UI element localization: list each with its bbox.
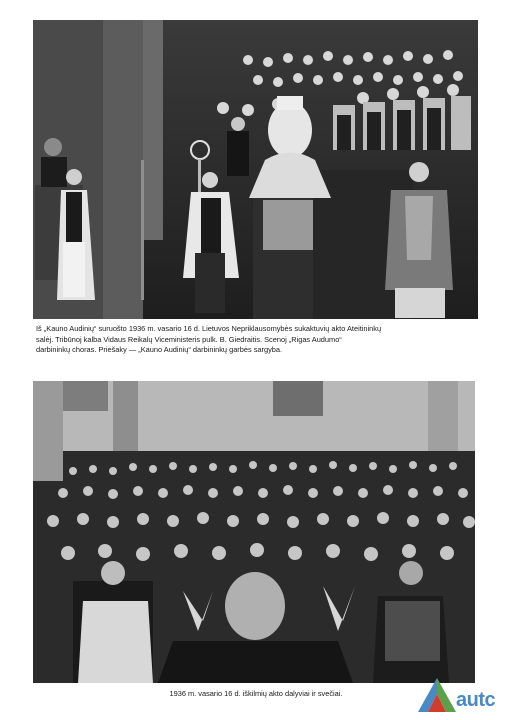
- autc-logo-icon: [416, 676, 458, 716]
- caption-ceremony-stage: [36, 324, 476, 356]
- caption-ceremony-audience: 1936 m. vasario 16 d. iškilmių akto dalyviai ir svečiai.: [169, 689, 343, 698]
- caption-top-line-2: salėj. Tribūnoj kalba Vidaus Reikalų Viceministeris pulk. B. Giedraitis. Scenoj „Rigas Audumo“: [36, 334, 342, 344]
- autc-logo-text: autc: [456, 689, 496, 711]
- caption-top-line-3: darbininkų choras. Priešaky — „Kauno Audinių“ darbininkų garbės sargyba.: [36, 345, 283, 355]
- autc-watermark: [416, 675, 508, 717]
- photo-ceremony-stage: [33, 20, 478, 319]
- photo-ceremony-audience: [33, 381, 475, 683]
- caption-top-line-1: Iš „Kauno Audinių“ suruošto 1936 m. vasario 16 d. Lietuvos Nepriklausomybės sukaktuvių akto Ateitininkų: [36, 324, 382, 333]
